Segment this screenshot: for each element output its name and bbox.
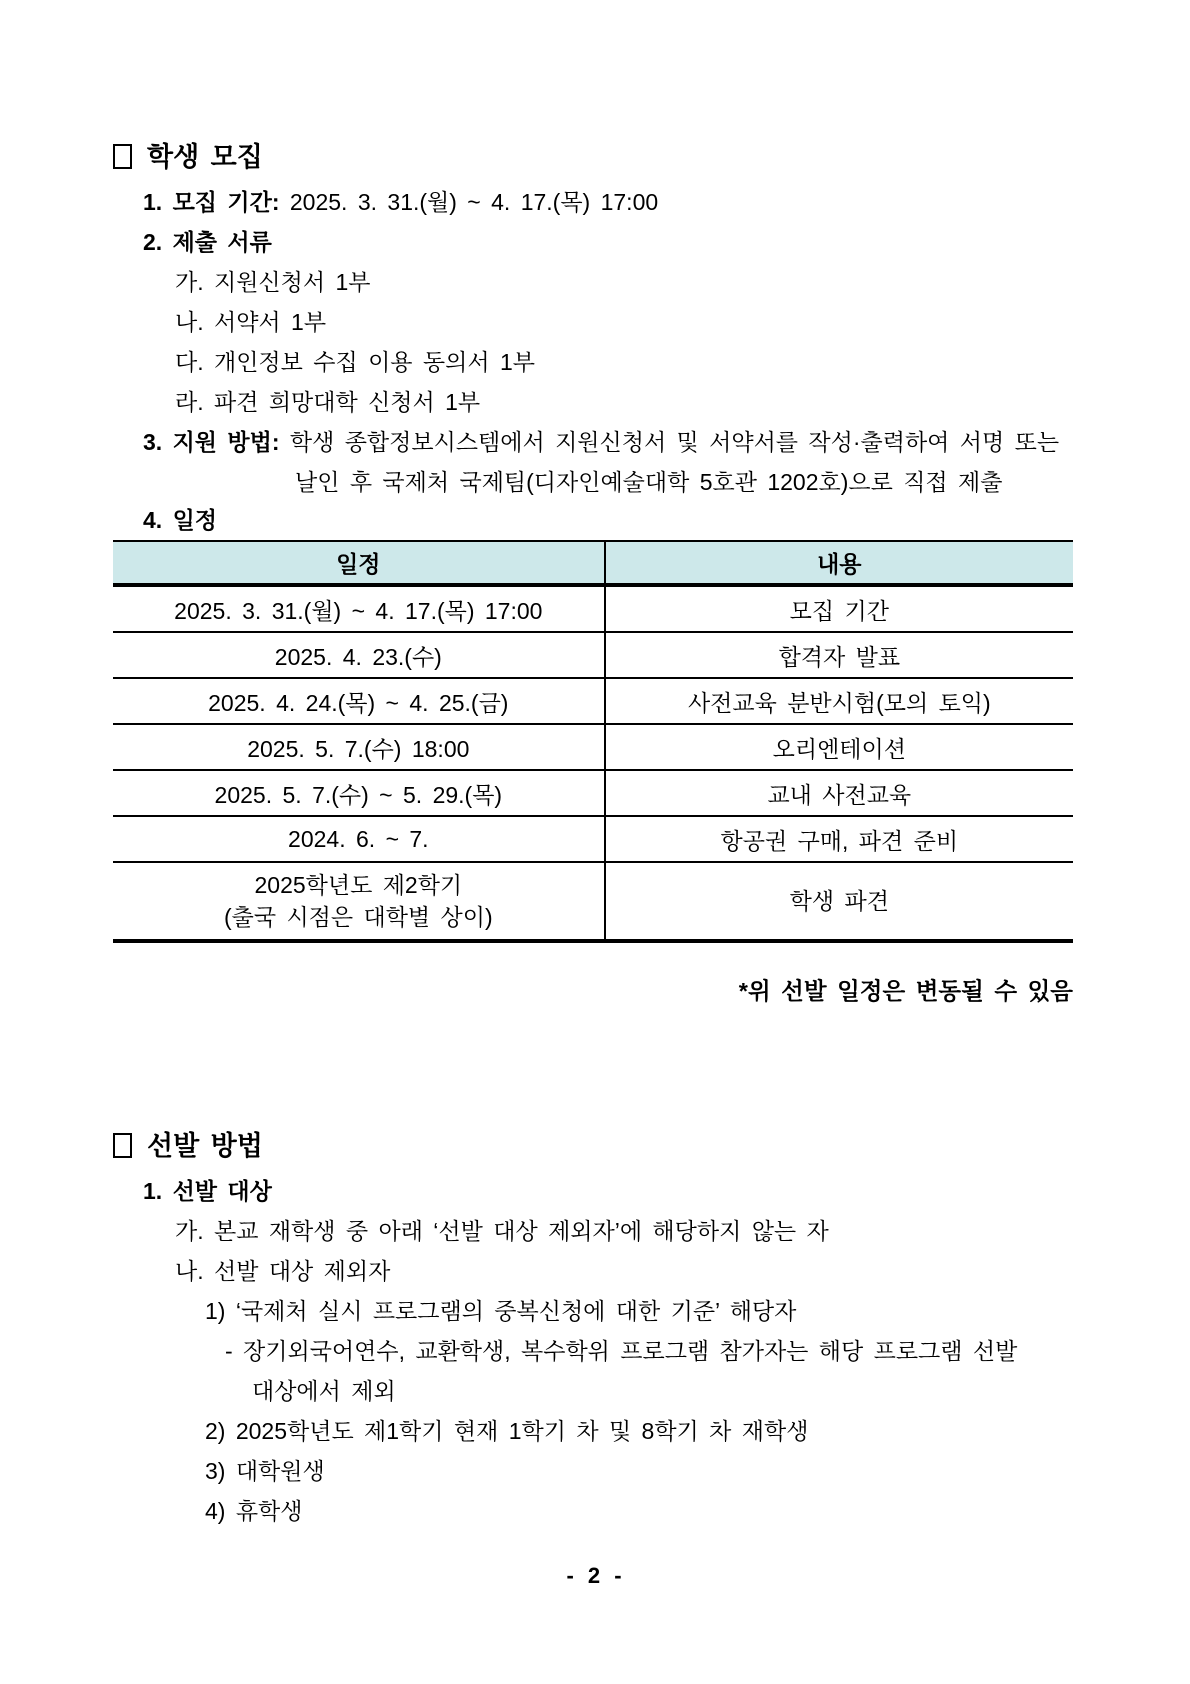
- cell-content: 학생 파견: [789, 888, 889, 914]
- square-bullet-icon: [113, 144, 132, 169]
- recruit-apply-text-1: 학생 종합정보시스템에서 지원신청서 및 서약서를 작성·출력하여 서명 또는: [289, 429, 1060, 455]
- selection-item-na: 나. 선발 대상 제외자: [175, 1258, 391, 1284]
- cell-content: 오리엔테이션: [605, 724, 1073, 770]
- exclusion-item-1-detail-line-1: - 장기외국어연수, 교환학생, 복수학위 프로그램 참가자는 해당 프로그램 선발: [225, 1338, 1018, 1364]
- recruit-apply-label: 3. 지원 방법:: [143, 429, 280, 455]
- doc-item: 가. 지원신청서 1부: [175, 269, 371, 295]
- selection-item-ga: 가. 본교 재학생 중 아래 ‘선발 대상 제외자’에 해당하지 않는 자: [175, 1218, 829, 1244]
- cell-schedule: 2024. 6. ~ 7.: [113, 816, 605, 862]
- cell-content: 합격자 발표: [605, 632, 1073, 678]
- cell-schedule-line-1: 2025학년도 제2학기: [254, 872, 463, 898]
- cell-content: 교내 사전교육: [605, 770, 1073, 816]
- doc-item: 나. 서약서 1부: [175, 309, 327, 335]
- table-row: [113, 585, 1073, 632]
- table-header-row: [113, 541, 1073, 585]
- schedule-table: [113, 540, 1073, 943]
- table-row: [113, 816, 1073, 862]
- recruit-period-value: 2025. 3. 31.(월) ~ 4. 17.(목) 17:00: [289, 189, 659, 215]
- cell-schedule-line-2: (출국 시점은 대학별 상이): [223, 904, 493, 930]
- section-heading-selection-label: 선발 방법: [147, 1131, 263, 1161]
- selection-target-label: 1. 선발 대상: [143, 1178, 272, 1204]
- recruit-apply-text-2: 날인 후 국제처 국제팀(디자인예술대학 5호관 1202호)으로 직접 제출: [295, 469, 1003, 495]
- cell-schedule: [113, 862, 605, 941]
- doc-item: 라. 파견 희망대학 신청서 1부: [175, 389, 481, 415]
- recruit-apply-line: [113, 422, 1073, 462]
- table-row: [113, 678, 1073, 724]
- cell-content: 항공권 구매, 파견 준비: [605, 816, 1073, 862]
- table-row: [113, 724, 1073, 770]
- cell-schedule: 2025. 5. 7.(수) ~ 5. 29.(목): [113, 770, 605, 816]
- cell-schedule: 2025. 3. 31.(월) ~ 4. 17.(목) 17:00: [113, 585, 605, 632]
- cell-schedule: 2025. 5. 7.(수) 18:00: [113, 724, 605, 770]
- exclusion-item-1-detail-line-2: 대상에서 제외: [252, 1378, 396, 1404]
- section-heading-recruit: [113, 140, 1073, 174]
- section-heading-selection: [113, 1129, 1073, 1163]
- exclusion-item-3: 3) 대학원생: [205, 1458, 325, 1484]
- square-bullet-icon: [113, 1133, 132, 1158]
- section-heading-recruit-label: 학생 모집: [147, 142, 263, 172]
- exclusion-item-2: 2) 2025학년도 제1학기 현재 1학기 차 및 8학기 차 재학생: [205, 1418, 809, 1444]
- schedule-change-note: *위 선발 일정은 변동될 수 있음: [738, 978, 1073, 1004]
- cell-content: 모집 기간: [605, 585, 1073, 632]
- page-number: - 2 -: [566, 1563, 624, 1588]
- table-row: [113, 862, 1073, 941]
- table-row: [113, 632, 1073, 678]
- cell-schedule: 2025. 4. 24.(목) ~ 4. 25.(금): [113, 678, 605, 724]
- recruit-period-label: 1. 모집 기간:: [143, 189, 280, 215]
- cell-content: 사전교육 분반시험(모의 토익): [605, 678, 1073, 724]
- cell-schedule: 2025. 4. 23.(수): [113, 632, 605, 678]
- exclusion-item-4: 4) 휴학생: [205, 1498, 303, 1524]
- recruit-period-line: [113, 182, 1073, 222]
- column-header-content: 내용: [605, 541, 1073, 585]
- exclusion-item-1: 1) ‘국제처 실시 프로그램의 중복신청에 대한 기준’ 해당자: [205, 1298, 797, 1324]
- doc-item: 다. 개인정보 수집 이용 동의서 1부: [175, 349, 535, 375]
- column-header-schedule: 일정: [113, 541, 605, 585]
- recruit-docs-label: 2. 제출 서류: [143, 229, 272, 255]
- table-row: [113, 770, 1073, 816]
- recruit-schedule-label: 4. 일정: [143, 507, 218, 533]
